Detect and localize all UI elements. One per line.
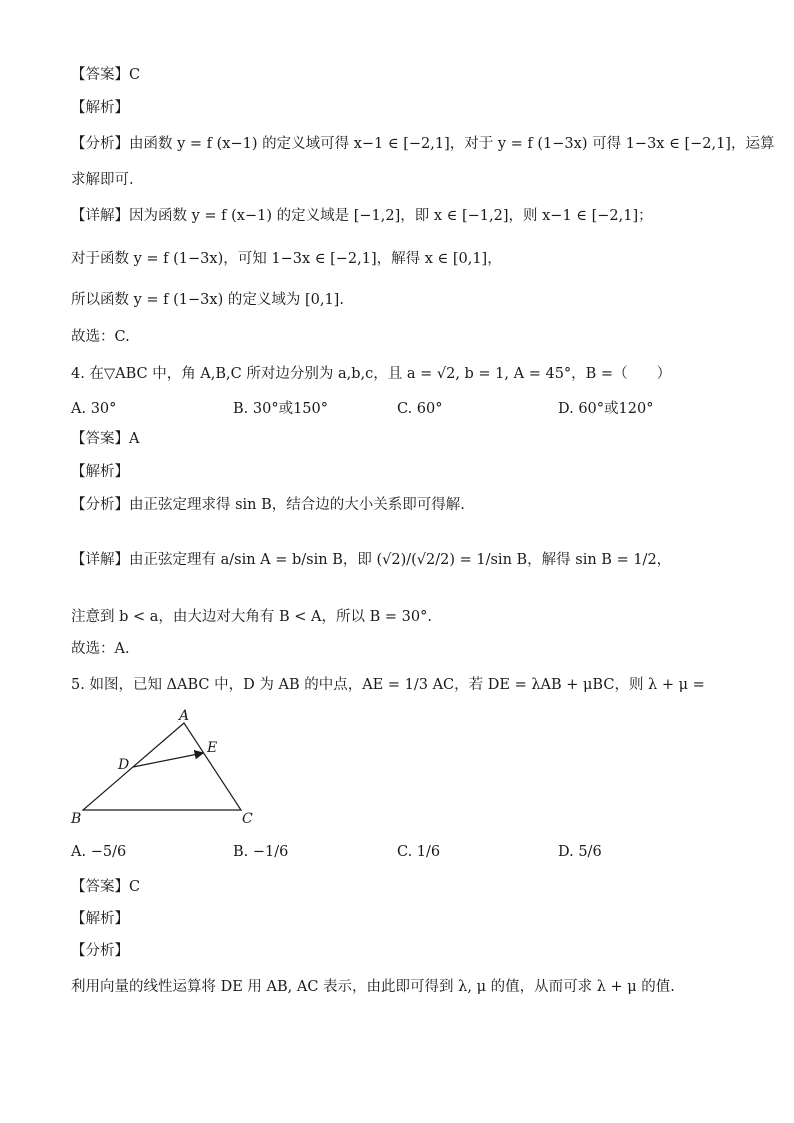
detail-text: 【详解】由正弦定理有 a/sin A = b/sin B，即 (√2)/(√2/2) = 1/sin B，解得 sin B = 1/2， <box>71 552 672 568</box>
choice-text: 故选：A. <box>71 641 130 657</box>
question-4: 4. 在▽ABC 中，角 A,B,C 所对边分别为 a,b,c，且 a = √2, b = 1, A = 45°，B =（ ） <box>71 366 672 382</box>
q5-option-d: D. 5/6 <box>558 844 602 860</box>
triangle-abc <box>83 723 241 810</box>
q5-option-a: A. −5/6 <box>71 844 127 860</box>
detail-text-3: 所以函数 y = f (1−3x) 的定义域为 [0,1]. <box>71 292 344 308</box>
choice-text: 故选：C. <box>71 329 130 345</box>
answer-label: 【答案】C <box>71 879 141 895</box>
question-5: 5. 如图，已知 ΔABC 中，D 为 AB 的中点，AE = 1/3 AC，若 DE = λAB + μBC，则 λ + μ = <box>71 677 705 693</box>
detail-text: 【详解】因为函数 y = f (x−1) 的定义域是 [−1,2]，即 x ∈ [−1,2]，则 x−1 ∈ [−2,1]； <box>71 208 653 224</box>
analysis-text: 【分析】由正弦定理求得 sin B，结合边的大小关系即可得解. <box>71 497 465 513</box>
detail-text-2: 注意到 b < a，由大边对大角有 B < A，所以 B = 30°. <box>71 609 432 625</box>
label-c: C <box>242 811 253 827</box>
analysis-label: 【解析】 <box>71 911 129 927</box>
analysis-text-cont: 求解即可. <box>71 172 134 188</box>
analysis-label: 【解析】 <box>71 100 129 116</box>
label-d: D <box>118 757 130 773</box>
label-b: B <box>71 811 82 827</box>
answer-label: 【答案】C <box>71 67 141 83</box>
label-a: A <box>179 708 190 724</box>
label-e: E <box>207 740 218 756</box>
q4-option-b: B. 30°或150° <box>233 401 329 417</box>
q4-option-c: C. 60° <box>397 401 443 417</box>
detail-text-2: 对于函数 y = f (1−3x)，可知 1−3x ∈ [−2,1]，解得 x ∈ [0,1]， <box>71 251 502 267</box>
triangle-figure <box>66 706 266 828</box>
q4-option-a: A. 30° <box>71 401 117 417</box>
q5-option-c: C. 1/6 <box>397 844 441 860</box>
analysis-label: 【解析】 <box>71 464 129 480</box>
analysis-label: 【分析】 <box>71 943 129 959</box>
analysis-text: 【分析】由函数 y = f (x−1) 的定义域可得 x−1 ∈ [−2,1]，对于 y = f (1−3x) 可得 1−3x ∈ [−2,1]，运算 <box>71 136 775 152</box>
q4-option-d: D. 60°或120° <box>558 401 654 417</box>
vector-de <box>133 753 203 767</box>
q5-option-b: B. −1/6 <box>233 844 289 860</box>
analysis-text: 利用向量的线性运算将 DE 用 AB, AC 表示，由此即可得到 λ, μ 的值，从而可求 λ + μ 的值. <box>71 979 675 995</box>
answer-label: 【答案】A <box>71 431 140 447</box>
